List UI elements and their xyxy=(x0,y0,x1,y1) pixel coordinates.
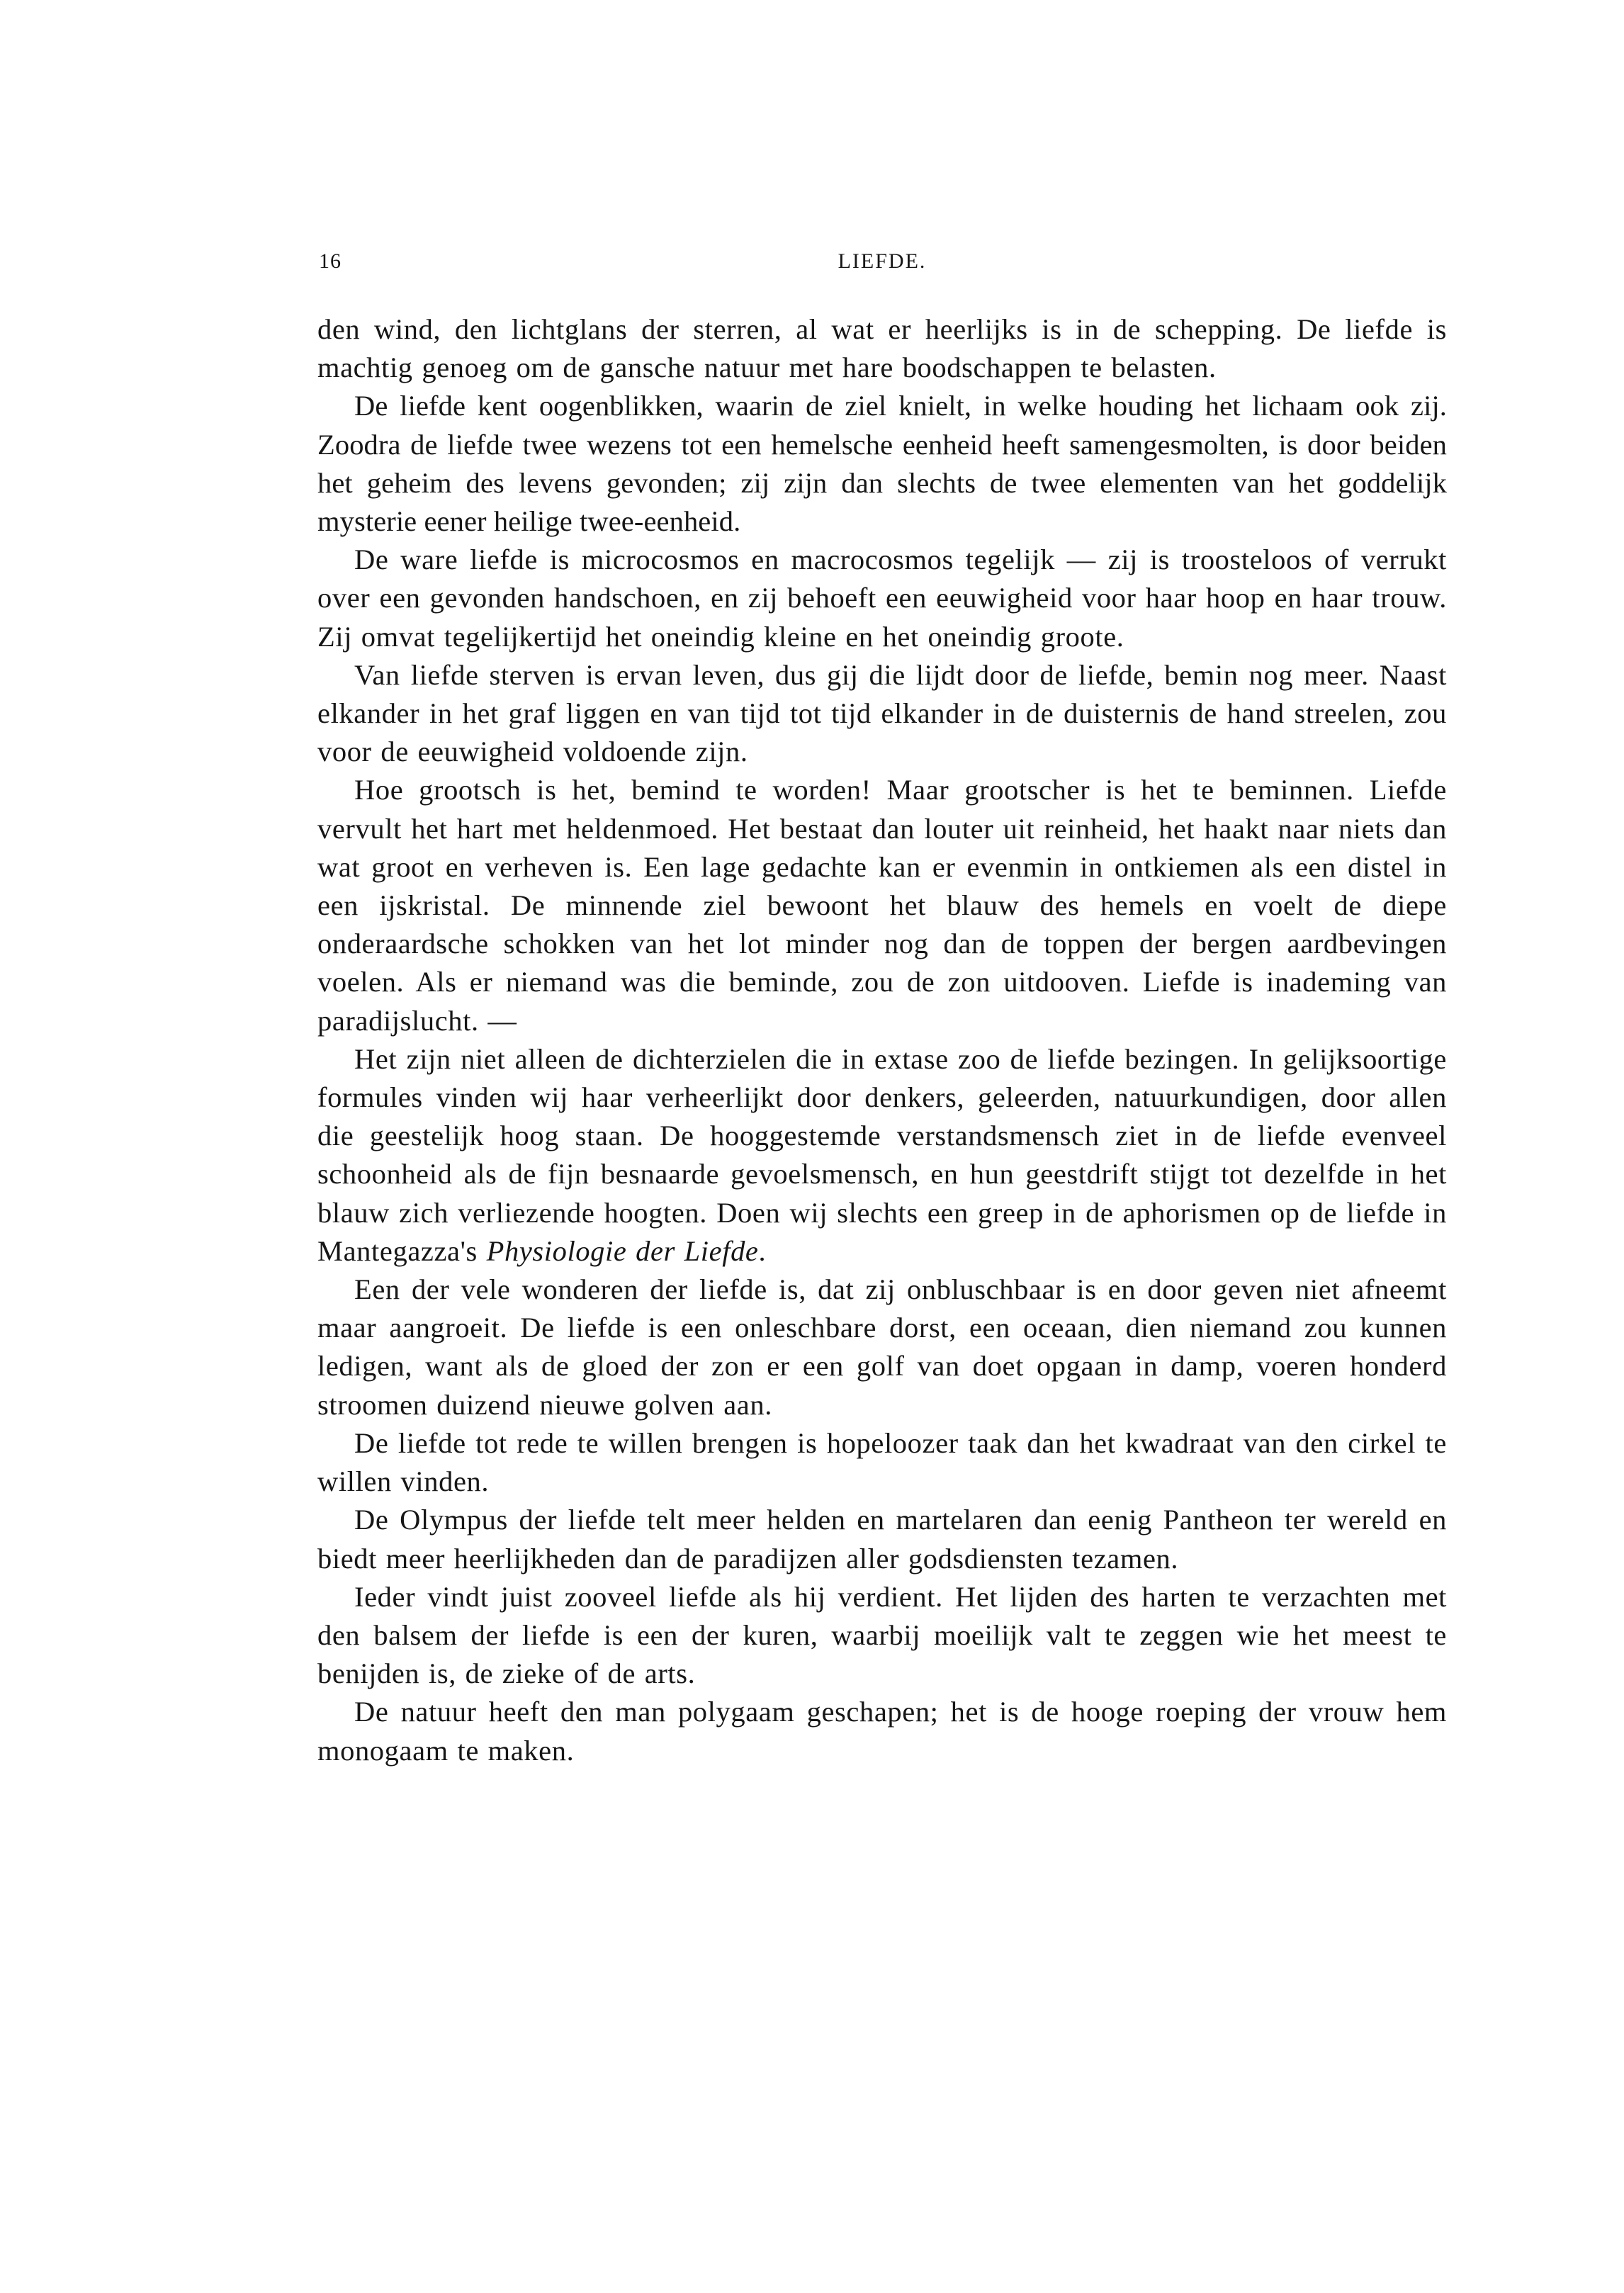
paragraph: Hoe grootsch is het, bemind te worden! Maar grootscher is het te beminnen. Liefde vervult het hart met heldenmoed. Het bestaat dan louter uit reinheid, het haakt naar niets dan wat groot en verheven is. Een lage gedachte kan er evenmin in ontkiemen als een distel in een ijskristal. De minnende ziel bewoont het blauw des hemels en voelt de diepe onderaardsche schokken van het lot minder nog dan de toppen der bergen aardbevingen voelen. Als er niemand was die beminde, zou de zon uitdooven. Liefde is inademing van paradijslucht. — xyxy=(317,774,1447,1037)
paragraph: De liefde tot rede te willen brengen is hopeloozer taak dan het kwadraat van den cirkel te willen vinden. xyxy=(317,1426,1447,1498)
punctuation: . xyxy=(758,1234,767,1267)
paragraph: De Olympus der liefde telt meer helden en martelaren dan eenig Pantheon ter wereld en biedt meer heerlijkheden dan de paradijzen aller godsdiensten tezamen. xyxy=(317,1504,1447,1574)
paragraph: Een der vele wonderen der liefde is, dat zij onbluschbaar is en door geven niet afneemt maar aangroeit. De liefde is een onleschbare dorst, een oceaan, dien niemand zou kunnen ledigen, want als de gloed der zon er een golf van doet opgaan in damp, voeren honderd stroomen duizend nieuwe golven aan. xyxy=(317,1273,1447,1421)
paragraph: De liefde kent oogenblikken, waarin de ziel knielt, in welke houding het lichaam ook zij. Zoodra de liefde twee wezens tot een hemelsche eenheid heeft samengesmolten, is door beiden het geheim des levens gevonden; zij zijn dan slechts de twee elementen van het goddelijk mysterie eener heilige twee-eenheid. xyxy=(317,390,1447,538)
paragraph-text: Het zijn niet alleen de dichterzielen die in extase zoo de liefde bezingen. In gelijksoortige formules vinden wij haar verheerlijkt door denkers, geleerden, natuurkundigen, door allen die geestelijk hoog staan. De hooggestemde verstandsmensch ziet in de liefde evenveel schoonheid als de fijn besnaarde gevoelsmensch, en hun geestdrift stijgt tot dezelfde in het blauw zich verliezende hoogten. Doen wij slechts een greep in de aphorismen op de liefde in Mantegazza's xyxy=(317,1042,1447,1267)
paragraph xyxy=(317,1040,1447,1271)
paragraph: den wind, den lichtglans der sterren, al wat er heerlijks is in de schepping. De liefde is machtig genoeg om de gansche natuur met hare boodschappen te belasten. xyxy=(317,313,1447,384)
page-header xyxy=(319,249,1445,285)
paragraph: Van liefde sterven is ervan leven, dus gij die lijdt door de liefde, bemin nog meer. Naast elkander in het graf liggen en van tijd tot tijd elkander in de duisternis de hand streelen, zou voor de eeuwigheid voldoende zijn. xyxy=(317,658,1447,768)
running-title: LIEFDE. xyxy=(838,249,927,273)
text-body xyxy=(317,310,1447,1770)
paragraph: De natuur heeft den man polygaam geschapen; het is de hooge roeping der vrouw hem monogaam te maken. xyxy=(317,1696,1447,1767)
paragraph: Ieder vindt juist zooveel liefde als hij verdient. Het lijden des harten te verzachten met den balsem der liefde is een der kuren, waarbij moeilijk valt te zeggen wie het meest te benijden is, de zieke of de arts. xyxy=(317,1580,1447,1690)
paragraph: De ware liefde is microcosmos en macrocosmos tegelijk — zij is troosteloos of verrukt over een gevonden handschoen, en zij behoeft een eeuwigheid voor haar hoop en haar trouw. Zij omvat tegelijkertijd het oneindig kleine en het oneindig groote. xyxy=(317,543,1447,653)
book-title: Physiologie der Liefde xyxy=(486,1234,759,1267)
page-number: 16 xyxy=(319,249,342,273)
